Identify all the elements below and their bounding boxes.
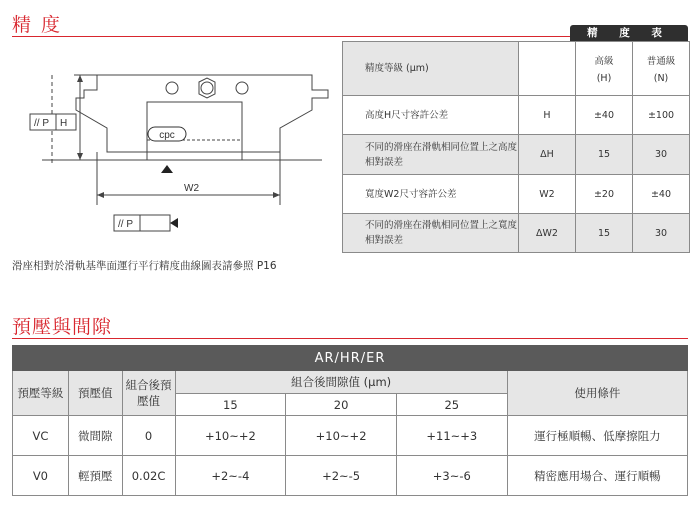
parallel-label-left: // P (34, 118, 50, 129)
row-item: 高度H尺寸容許公差 (343, 96, 519, 135)
row-item: 不同的滑座在滑軌相同位置上之寬度相對誤差 (343, 214, 519, 253)
row-condition: 運行極順暢、低摩擦阻力 (507, 416, 687, 456)
row-normal: ±100 (633, 96, 690, 135)
width-label: W2 (184, 183, 199, 194)
preload-table (12, 345, 688, 496)
datum-triangle-bottom (161, 165, 173, 173)
row-condition: 精密應用場合、運行順暢 (507, 456, 687, 496)
row-c15: +10~+2 (175, 416, 286, 456)
row-value: 微間隙 (68, 416, 122, 456)
size-20: 20 (286, 394, 397, 416)
cpc-logo-text: cpc (159, 130, 175, 141)
precision-table (342, 41, 690, 253)
table-row (343, 135, 690, 175)
preload-header-condition: 使用條件 (507, 371, 687, 416)
table-row (343, 175, 690, 214)
row-high: ±40 (576, 96, 633, 135)
height-label: H (60, 118, 68, 129)
row-high: ±20 (576, 175, 633, 214)
table-row (343, 214, 690, 253)
row-combined: 0 (122, 416, 175, 456)
table-row (13, 456, 688, 496)
row-combined: 0.02C (122, 456, 175, 496)
precision-col-symbol (519, 42, 576, 96)
precision-diagram (12, 40, 342, 250)
row-c25: +3~-6 (396, 456, 507, 496)
preload-header-clearance: 組合後間隙值 (μm) (175, 371, 507, 394)
row-symbol: ΔH (519, 135, 576, 175)
precision-table-header: 精 度 表 (570, 25, 688, 41)
grade-high-code: (H) (596, 73, 612, 84)
row-grade: VC (13, 416, 69, 456)
precision-note: 滑座相對於滑軌基準面運行平行精度曲線圖表請參照 P16 (12, 260, 277, 272)
preload-title: 預壓與間隙 (12, 316, 113, 338)
row-item: 不同的滑座在滑軌相同位置上之高度相對誤差 (343, 135, 519, 175)
grade-normal-code: (N) (653, 73, 669, 84)
row-item: 寬度W2尺寸容許公差 (343, 175, 519, 214)
row-c25: +11~+3 (396, 416, 507, 456)
screw-center (201, 82, 213, 94)
row-c15: +2~-4 (175, 456, 286, 496)
preload-header-combined: 組合後預壓值 (122, 371, 175, 416)
table-row (13, 416, 688, 456)
row-c20: +10~+2 (286, 416, 397, 456)
preload-title-rule (12, 338, 688, 339)
screw-left (166, 82, 178, 94)
row-normal: ±40 (633, 175, 690, 214)
row-c20: +2~-5 (286, 456, 397, 496)
parallel-label-bottom: // P (118, 219, 134, 230)
row-high: 15 (576, 135, 633, 175)
grade-high-cell (576, 42, 633, 96)
row-symbol: ΔW2 (519, 214, 576, 253)
precision-title: 精 度 (12, 14, 63, 36)
table-row (343, 96, 690, 135)
row-value: 輕預壓 (68, 456, 122, 496)
preload-header-grade: 預壓等級 (13, 371, 69, 416)
row-high: 15 (576, 214, 633, 253)
size-15: 15 (175, 394, 286, 416)
row-symbol: H (519, 96, 576, 135)
row-normal: 30 (633, 135, 690, 175)
preload-header-value: 預壓值 (68, 371, 122, 416)
size-25: 25 (396, 394, 507, 416)
grade-normal-cell (633, 42, 690, 96)
screw-right (236, 82, 248, 94)
preload-banner: AR/HR/ER (13, 346, 688, 371)
grade-high-name: 高級 (594, 56, 614, 67)
grade-normal-name: 普通級 (646, 56, 676, 67)
row-grade: V0 (13, 456, 69, 496)
row-normal: 30 (633, 214, 690, 253)
precision-col-item: 精度等級 (μm) (343, 42, 519, 96)
row-symbol: W2 (519, 175, 576, 214)
